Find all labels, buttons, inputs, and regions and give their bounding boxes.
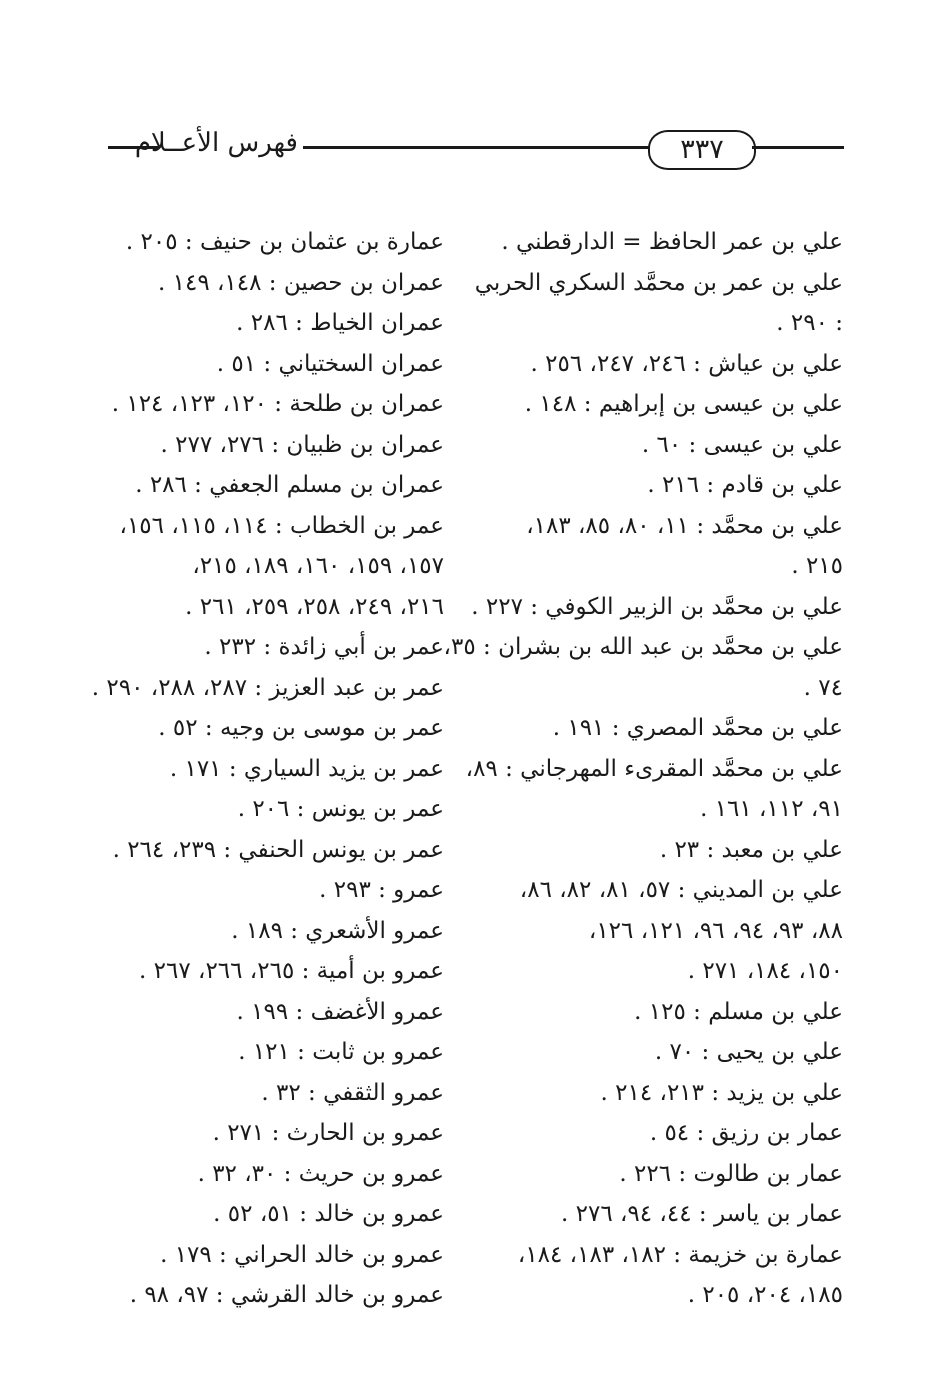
index-entry: علي بن قادم : ٢١٦ . [647,472,843,498]
index-entry: عمر بن يزيد السياري : ١٧١ . [169,755,444,782]
index-entry: علي بن محمَّد بن الزبير الكوفي : ٢٢٧ . [471,593,843,620]
index-entry-continuation: ٢١٥ . [791,553,843,579]
index-entry: عمران بن طلحة : ١٢٠، ١٢٣، ١٢٤ . [111,391,444,417]
index-entry: عمرو بن ثابت : ١٢١ . [238,1039,444,1065]
index-entry: علي بن محمَّد المقرىء المهرجاني : ٨٩، [465,755,843,782]
page-number: ٣٣٧ [648,130,756,170]
index-entry: عمر بن يونس : ٢٠٦ . [237,796,444,822]
index-entry: عمار بن رزيق : ٥٤ . [649,1120,843,1146]
index-entry: عمارة بن عثمان بن حنيف : ٢٠٥ . [125,229,444,255]
index-entry: عمران الخياط : ٢٨٦ . [236,310,444,336]
header-rule-right [752,146,844,149]
index-column-right [443,222,843,1316]
index-entry: عمرو الثقفي : ٣٢ . [261,1079,444,1106]
index-entry: عمر بن موسى بن وجيه : ٥٢ . [158,715,444,741]
index-entry: عمرو بن حريث : ٣٠، ٣٢ . [197,1160,444,1187]
index-entry-continuation: ١٨٥، ٢٠٤، ٢٠٥ . [687,1282,843,1308]
index-entry: علي بن عيسى بن إبراهيم : ١٤٨ . [524,391,843,417]
index-entry: عمرو بن خالد القرشي : ٩٧، ٩٨ . [129,1282,444,1308]
page-header [108,126,843,170]
index-entry: علي بن يحيى : ٧٠ . [654,1039,843,1065]
running-title: فهرس الأعــلام [134,128,298,158]
index-entry: عمران بن ظبيان : ٢٧٦، ٢٧٧ . [160,431,444,458]
index-entry: علي بن عمر الحافظ = الدارقطني . [501,229,843,255]
index-entry: عمر بن يونس الحنفي : ٢٣٩، ٢٦٤ . [112,836,444,863]
index-entry: عمار بن ياسر : ٤٤، ٩٤، ٢٧٦ . [560,1201,843,1227]
index-entry: علي بن عمر بن محمَّد السكري الحربي [474,269,843,296]
index-entry: علي بن محمَّد المصري : ١٩١ . [552,715,843,741]
index-entry: علي بن يزيد : ٢١٣، ٢١٤ . [600,1079,843,1106]
index-entry: عمر بن الخطاب : ١١٤، ١١٥، ١٥٦، [119,512,444,539]
index-entry: علي بن عياش : ٢٤٦، ٢٤٧، ٢٥٦ . [530,350,843,377]
index-column-left [91,222,444,1316]
index-entry-continuation: ٩١، ١١٢، ١٦١ . [700,796,843,822]
index-entry-continuation: ١٥٧، ١٥٩، ١٦٠، ١٨٩، ٢١٥، [192,553,444,579]
index-entry: عمارة بن خزيمة : ١٨٢، ١٨٣، ١٨٤، [517,1241,843,1268]
index-entry: عمران بن مسلم الجعفي : ٢٨٦ . [135,472,444,498]
index-entry: عمر بن أبي زائدة : ٢٣٢ . [204,634,444,660]
index-entry: عمر بن عبد العزيز : ٢٨٧، ٢٨٨، ٢٩٠ . [91,674,444,701]
index-entry: عمرو بن خالد : ٥١، ٥٢ . [213,1201,444,1227]
index-entry: علي بن عيسى : ٦٠ . [641,431,843,458]
index-entry: عمرو بن أمية : ٢٦٥، ٢٦٦، ٢٦٧ . [139,958,444,984]
index-entry-continuation: ٧٤ . [803,674,843,701]
index-entry: عمار بن طالوت : ٢٢٦ . [619,1160,843,1187]
index-entry: علي بن المديني : ٥٧، ٨١، ٨٢، ٨٦، [519,877,843,903]
index-entry: علي بن معبد : ٢٣ . [659,836,843,863]
index-entry-continuation: ٨٨، ٩٣، ٩٤، ٩٦، ١٢١، ١٢٦، [588,917,843,944]
index-entry-continuation: : ٢٩٠ . [776,310,843,336]
index-entry: علي بن محمَّد بن عبد الله بن بشران : ٣٥، [443,634,843,660]
index-entry: عمرو : ٢٩٣ . [319,877,444,903]
index-entry: عمرو الأغضف : ١٩٩ . [236,998,444,1025]
index-entry: عمران السختياني : ٥١ . [216,350,444,377]
index-entry: علي بن مسلم : ١٢٥ . [634,998,843,1025]
index-entry: علي بن محمَّد : ١١، ٨٠، ٨٥، ١٨٣، [526,512,843,539]
index-entry-continuation: ٢١٦، ٢٤٩، ٢٥٨، ٢٥٩، ٢٦١ . [185,593,444,620]
index-entry-continuation: ١٥٠، ١٨٤، ٢٧١ . [687,958,843,984]
index-entry: عمران بن حصين : ١٤٨، ١٤٩ . [158,269,444,296]
index-entry: عمرو الأشعري : ١٨٩ . [231,917,444,944]
index-entry: عمرو بن الحارث : ٢٧١ . [212,1120,444,1146]
index-entry: عمرو بن خالد الحراني : ١٧٩ . [160,1241,444,1268]
